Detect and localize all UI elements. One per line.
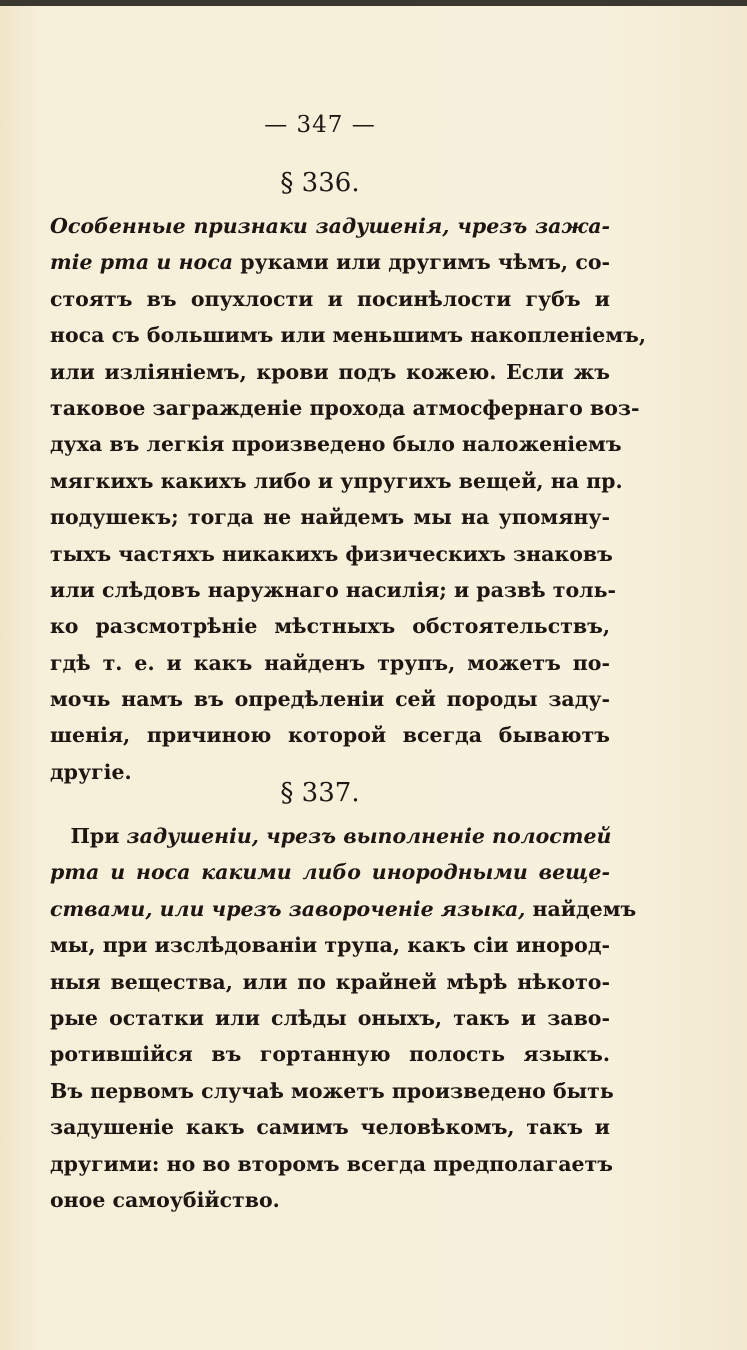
text-line: таковое загражденіе прохода атмосфернаго воз- <box>50 395 640 420</box>
section-heading-336: § 336. <box>280 168 360 198</box>
text-line: мягкихъ какихъ либо и упругихъ вещей, на пр. <box>50 468 623 493</box>
section-336-text <box>50 208 646 790</box>
text-line: подушекъ; тогда не найдемъ мы на упомяну- <box>50 505 610 530</box>
text-line: духа въ легкія произведено было наложеніемъ <box>50 432 622 457</box>
text-line: гдѣ т. е. и какъ найденъ трупъ, можетъ по- <box>50 650 610 675</box>
text-line: мочь намъ въ опредѣленіи сей породы заду- <box>50 687 610 712</box>
text-line <box>50 818 610 854</box>
italic-text: тіе рта и носа <box>50 250 233 275</box>
section-heading-337: § 337. <box>280 778 360 808</box>
text-line <box>50 208 610 244</box>
text-line: мы, при изслѣдованіи трупа, какъ сіи инород- <box>50 933 610 958</box>
text-line: ко разсмотрѣніе мѣстныхъ обстоятельствъ, <box>50 614 610 639</box>
text-line: тыхъ частяхъ никакихъ физическихъ знаковъ <box>50 541 613 566</box>
italic-text: задушеніи, чрезъ выполненіе полостей <box>126 824 612 848</box>
text-line: носа съ большимъ или меньшимъ накопленіемъ, <box>50 323 646 348</box>
text-line <box>50 854 610 890</box>
text-line: Въ первомъ случаѣ можетъ произведено быть <box>50 1078 614 1103</box>
italic-text: Особенные признаки задушенія, чрезъ зажа- <box>50 214 610 238</box>
text-segment: найдемъ <box>525 896 637 921</box>
scan-edge <box>0 0 747 6</box>
page-number: — 347 — <box>264 112 376 138</box>
text-line: рые остатки или слѣды оныхъ, такъ и заво- <box>50 1005 610 1030</box>
text-line <box>50 891 637 927</box>
italic-text: ствами, или чрезъ завороченіе языка, <box>50 896 526 921</box>
text-line: или слѣдовъ наружнаго насилія; и развѣ толь- <box>50 577 617 602</box>
text-line <box>50 244 610 280</box>
text-line: шенія, причиною которой всегда бываютъ <box>50 723 610 748</box>
text-line: другими: но во второмъ всегда предполагаетъ <box>50 1151 613 1176</box>
text-line: оное самоубійство. <box>50 1187 280 1212</box>
text-line: ротившійся въ гортанную полость языкъ. <box>50 1042 610 1067</box>
text-line: ныя вещества, или по крайней мѣрѣ нѣкото- <box>50 969 610 994</box>
text-line: другіе. <box>50 759 132 784</box>
text-line: стоятъ въ опухлости и посинѣлости губъ и <box>50 286 610 311</box>
text-segment: руками или другимъ чѣмъ, со- <box>232 250 611 275</box>
text-line: задушеніе какъ самимъ человѣкомъ, такъ и <box>50 1115 610 1140</box>
italic-text: рта и носа какими либо инородными веще- <box>50 860 610 885</box>
text-line: или изліяніемъ, крови подъ кожею. Если жъ <box>50 359 610 384</box>
text-segment: При <box>70 824 127 848</box>
section-337-text <box>50 818 637 1218</box>
